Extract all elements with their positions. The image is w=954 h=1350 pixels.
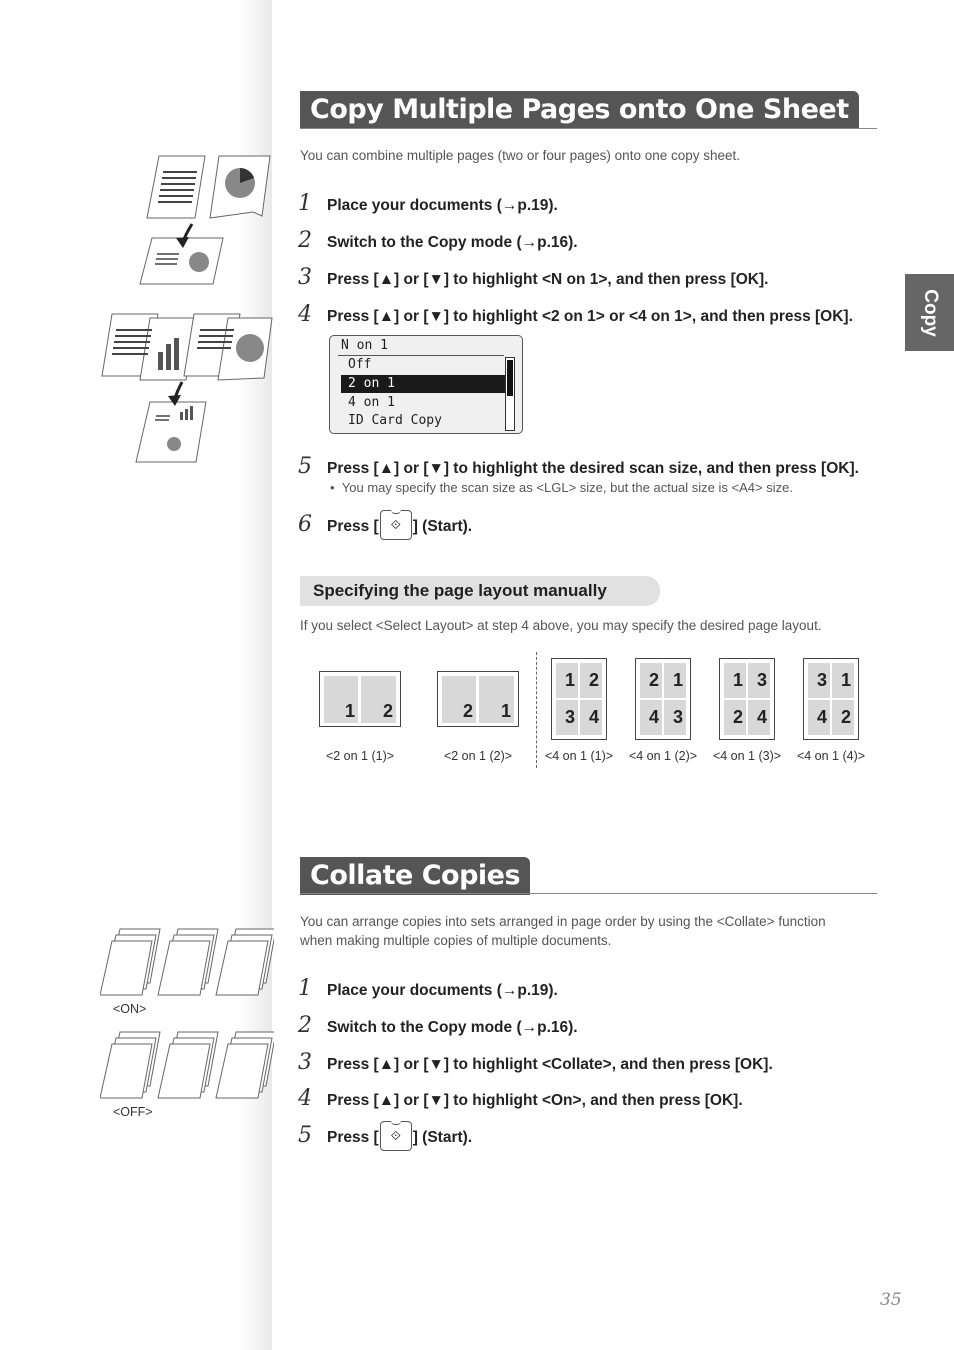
subsection-title: Specifying the page layout manually [300, 576, 660, 606]
collate-step-2: 2 Switch to the Copy mode (→p.16). [298, 1013, 578, 1038]
layout-divider [536, 652, 537, 768]
layout-caption: <2 on 1 (1)> [325, 749, 395, 763]
chapter-tab-label: Copy [919, 288, 941, 337]
section-rule [300, 128, 877, 129]
layout-2on1-2: 2 1 <2 on 1 (2)> [436, 671, 520, 763]
step-6: 6 Press [ ⟐ ] (Start). [298, 512, 472, 542]
lcd-item-4on1: 4 on 1 [348, 395, 395, 410]
subsection-intro: If you select <Select Layout> at step 4 above, you may specify the desired page layout. [300, 618, 822, 633]
lcd-scrollbar [505, 357, 515, 431]
collate-step-5: 5 Press [ ⟐ ] (Start). [298, 1123, 472, 1153]
lcd-title: N on 1 [341, 338, 388, 353]
section-intro-line-1: You can arrange copies into sets arranged in page order by using the <Collate> function [300, 914, 826, 929]
step-5: 5 Press [▲] or [▼] to highlight the desired scan size, and then press [OK]. [298, 454, 859, 479]
step-4: 4 Press [▲] or [▼] to highlight <2 on 1> or <4 on 1>, and then press [OK]. [298, 302, 853, 327]
layout-4on1-4: 3 1 4 2 <4 on 1 (4)> [795, 658, 867, 763]
section-rule [300, 893, 877, 894]
collate-step-4: 4 Press [▲] or [▼] to highlight <On>, and then press [OK]. [298, 1086, 743, 1111]
layout-caption: <2 on 1 (2)> [443, 749, 513, 763]
step-5-note: • You may specify the scan size as <LGL> size, but the actual size is <A4> size. [330, 480, 793, 495]
two-on-one-illustration [135, 150, 275, 295]
layout-caption: <4 on 1 (4)> [796, 749, 866, 763]
start-key-icon: ⟐ [380, 510, 412, 540]
lcd-item-id-card: ID Card Copy [348, 413, 442, 428]
step-3: 3 Press [▲] or [▼] to highlight <N on 1>, and then press [OK]. [298, 265, 769, 290]
layout-caption: <4 on 1 (3)> [712, 749, 782, 763]
layout-4on1-1: 1 2 3 4 <4 on 1 (1)> [543, 658, 615, 763]
layout-4on1-3: 1 3 2 4 <4 on 1 (3)> [711, 658, 783, 763]
layout-caption: <4 on 1 (1)> [544, 749, 614, 763]
section-intro: You can combine multiple pages (two or four pages) onto one copy sheet. [300, 148, 741, 163]
lcd-item-off: Off [348, 357, 372, 372]
section-title-multiple-pages: Copy Multiple Pages onto One Sheet [300, 91, 859, 129]
page-number: 35 [880, 1290, 902, 1310]
four-on-one-illustration [98, 310, 274, 470]
section-title-collate: Collate Copies [300, 857, 530, 895]
collate-off-caption: <OFF> [113, 1105, 153, 1119]
collate-step-1: 1 Place your documents (→p.19). [298, 976, 558, 1001]
step-2: 2 Switch to the Copy mode (→p.16). [298, 228, 578, 253]
lcd-item-selected: 2 on 1 [341, 375, 511, 393]
collate-step-3: 3 Press [▲] or [▼] to highlight <Collate>, and then press [OK]. [298, 1050, 773, 1075]
layout-2on1-1: 1 2 <2 on 1 (1)> [318, 671, 402, 763]
chapter-tab-copy[interactable] [905, 274, 954, 351]
collate-off-illustration [100, 1028, 274, 1106]
step-1: 1 Place your documents (→p.19). [298, 191, 558, 216]
lcd-display [329, 335, 523, 434]
layout-caption: <4 on 1 (2)> [628, 749, 698, 763]
layout-4on1-2: 2 1 4 3 <4 on 1 (2)> [627, 658, 699, 763]
collate-on-caption: <ON> [113, 1002, 147, 1016]
collate-on-illustration [100, 925, 274, 1003]
section-intro-line-2: when making multiple copies of multiple documents. [300, 933, 612, 948]
start-key-icon: ⟐ [380, 1121, 412, 1151]
